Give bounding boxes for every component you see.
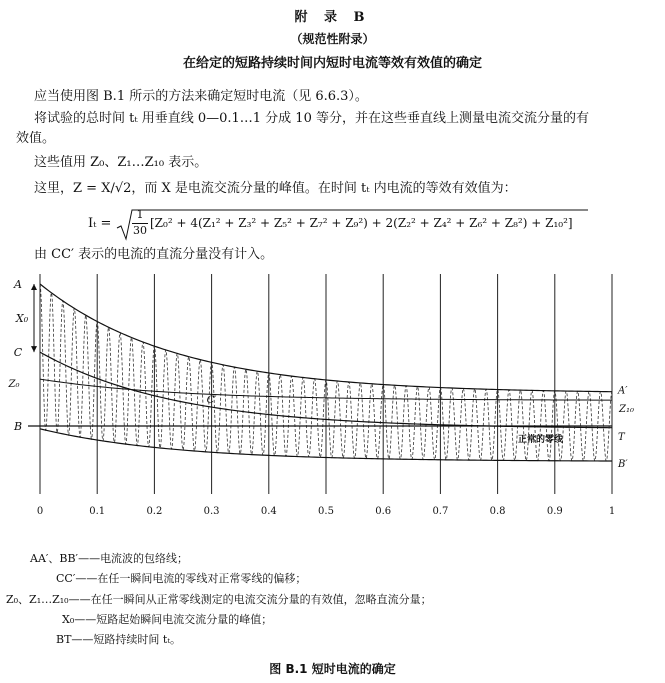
right-label: B′ xyxy=(618,459,628,471)
formula-numerator: 1 xyxy=(136,208,144,221)
paragraph-1: 应当使用图 B.1 所示的方法来确定短时电流（见 6.6.3）。 xyxy=(34,89,368,104)
legend-desc: ——在任一瞬间电流的零线对正常零线的偏移； xyxy=(75,572,307,585)
x-tick-label: 1 xyxy=(608,506,616,517)
paragraph-2-line-2: 效值。 xyxy=(16,131,56,146)
appendix-title: 在给定的短路持续时间内短时电流等效有效值的确定 xyxy=(182,56,482,71)
left-label: Z₀ xyxy=(8,379,20,391)
left-label: A xyxy=(14,278,22,291)
left-label: C xyxy=(13,346,23,360)
x-tick-label: 0.2 xyxy=(146,506,163,517)
paragraph-5: 由 CC′ 表示的电流的直流分量没有计入。 xyxy=(34,247,274,262)
legend-item-1 xyxy=(30,550,188,566)
sqrt-overline xyxy=(144,208,588,212)
x-tick-label: 0.1 xyxy=(89,506,106,517)
x-tick-label: 0.4 xyxy=(260,506,277,517)
legend-item-3 xyxy=(6,591,432,607)
formula-lhs: Iₜ = xyxy=(88,216,112,231)
x-tick-label: 0 xyxy=(36,506,44,517)
left-label: X₀ xyxy=(15,312,29,326)
x-tick-label: 0.7 xyxy=(432,506,449,517)
legend-desc: ——在任一瞬间从正常零线测定的电流交流分量的有效值，忽略直流分量； xyxy=(68,593,432,606)
x0-arrow-down-icon xyxy=(31,346,37,352)
x-tick-label: 0.5 xyxy=(318,506,334,517)
left-label: B xyxy=(13,420,23,433)
paragraph-2-line-1: 将试验的总时间 tₜ 用垂直线 0—0.1…1 分成 10 等分，并在这些垂直线上测量电流交流分量的有 xyxy=(34,111,589,126)
paragraph-3: 这些值用 Z₀、Z₁…Z₁₀ 表示。 xyxy=(34,155,208,170)
zero-line-label: 正常的零线 xyxy=(518,435,564,445)
paragraph-4: 这里，Z = X/√2，而 X 是电流交流分量的峰值。在时间 tₜ 内电流的等效有效值为： xyxy=(34,181,517,196)
formula-denominator: 30 xyxy=(133,224,147,237)
legend-term: CC′ xyxy=(56,572,76,585)
legend-item-4 xyxy=(62,611,272,627)
x-tick-label: 0.8 xyxy=(489,506,506,517)
legend-term: X₀ xyxy=(62,613,75,626)
legend-desc: ——电流波的包络线； xyxy=(78,552,189,565)
legend-desc: ——短路起始瞬间电流交流分量的峰值； xyxy=(74,613,273,626)
legend-term: Z₀、Z₁…Z₁₀ xyxy=(6,593,69,606)
right-label: A′ xyxy=(618,385,628,397)
inner-label-c-prime: C′ xyxy=(206,395,217,407)
x-tick-label: 0.3 xyxy=(203,506,220,517)
legend-term: AA′、BB′ xyxy=(30,552,79,565)
x-tick-label: 0.6 xyxy=(375,506,392,517)
legend-term: BT xyxy=(56,633,72,646)
figure-caption: 图 B.1 短时电流的确定 xyxy=(269,662,396,676)
right-label: T xyxy=(618,432,625,443)
legend-desc: ——短路持续时间 tₜ。 xyxy=(71,633,182,646)
x0-arrow-up-icon xyxy=(31,284,37,290)
appendix-type: （规范性附录） xyxy=(290,32,375,46)
legend-item-5 xyxy=(56,631,181,647)
right-label: Z₁₀ xyxy=(619,404,634,416)
legend-item-2 xyxy=(56,570,306,586)
appendix-label: 附 录 B xyxy=(294,10,371,25)
short-time-current-chart xyxy=(0,268,665,530)
formula-body: [Z₀² + 4(Z₁² + Z₃² + Z₅² + Z₇² + Z₉²) + 2(Z₂² + Z₄² + Z₆² + Z₈²) + Z₁₀²] xyxy=(150,216,573,230)
x-tick-label: 0.9 xyxy=(546,506,563,517)
